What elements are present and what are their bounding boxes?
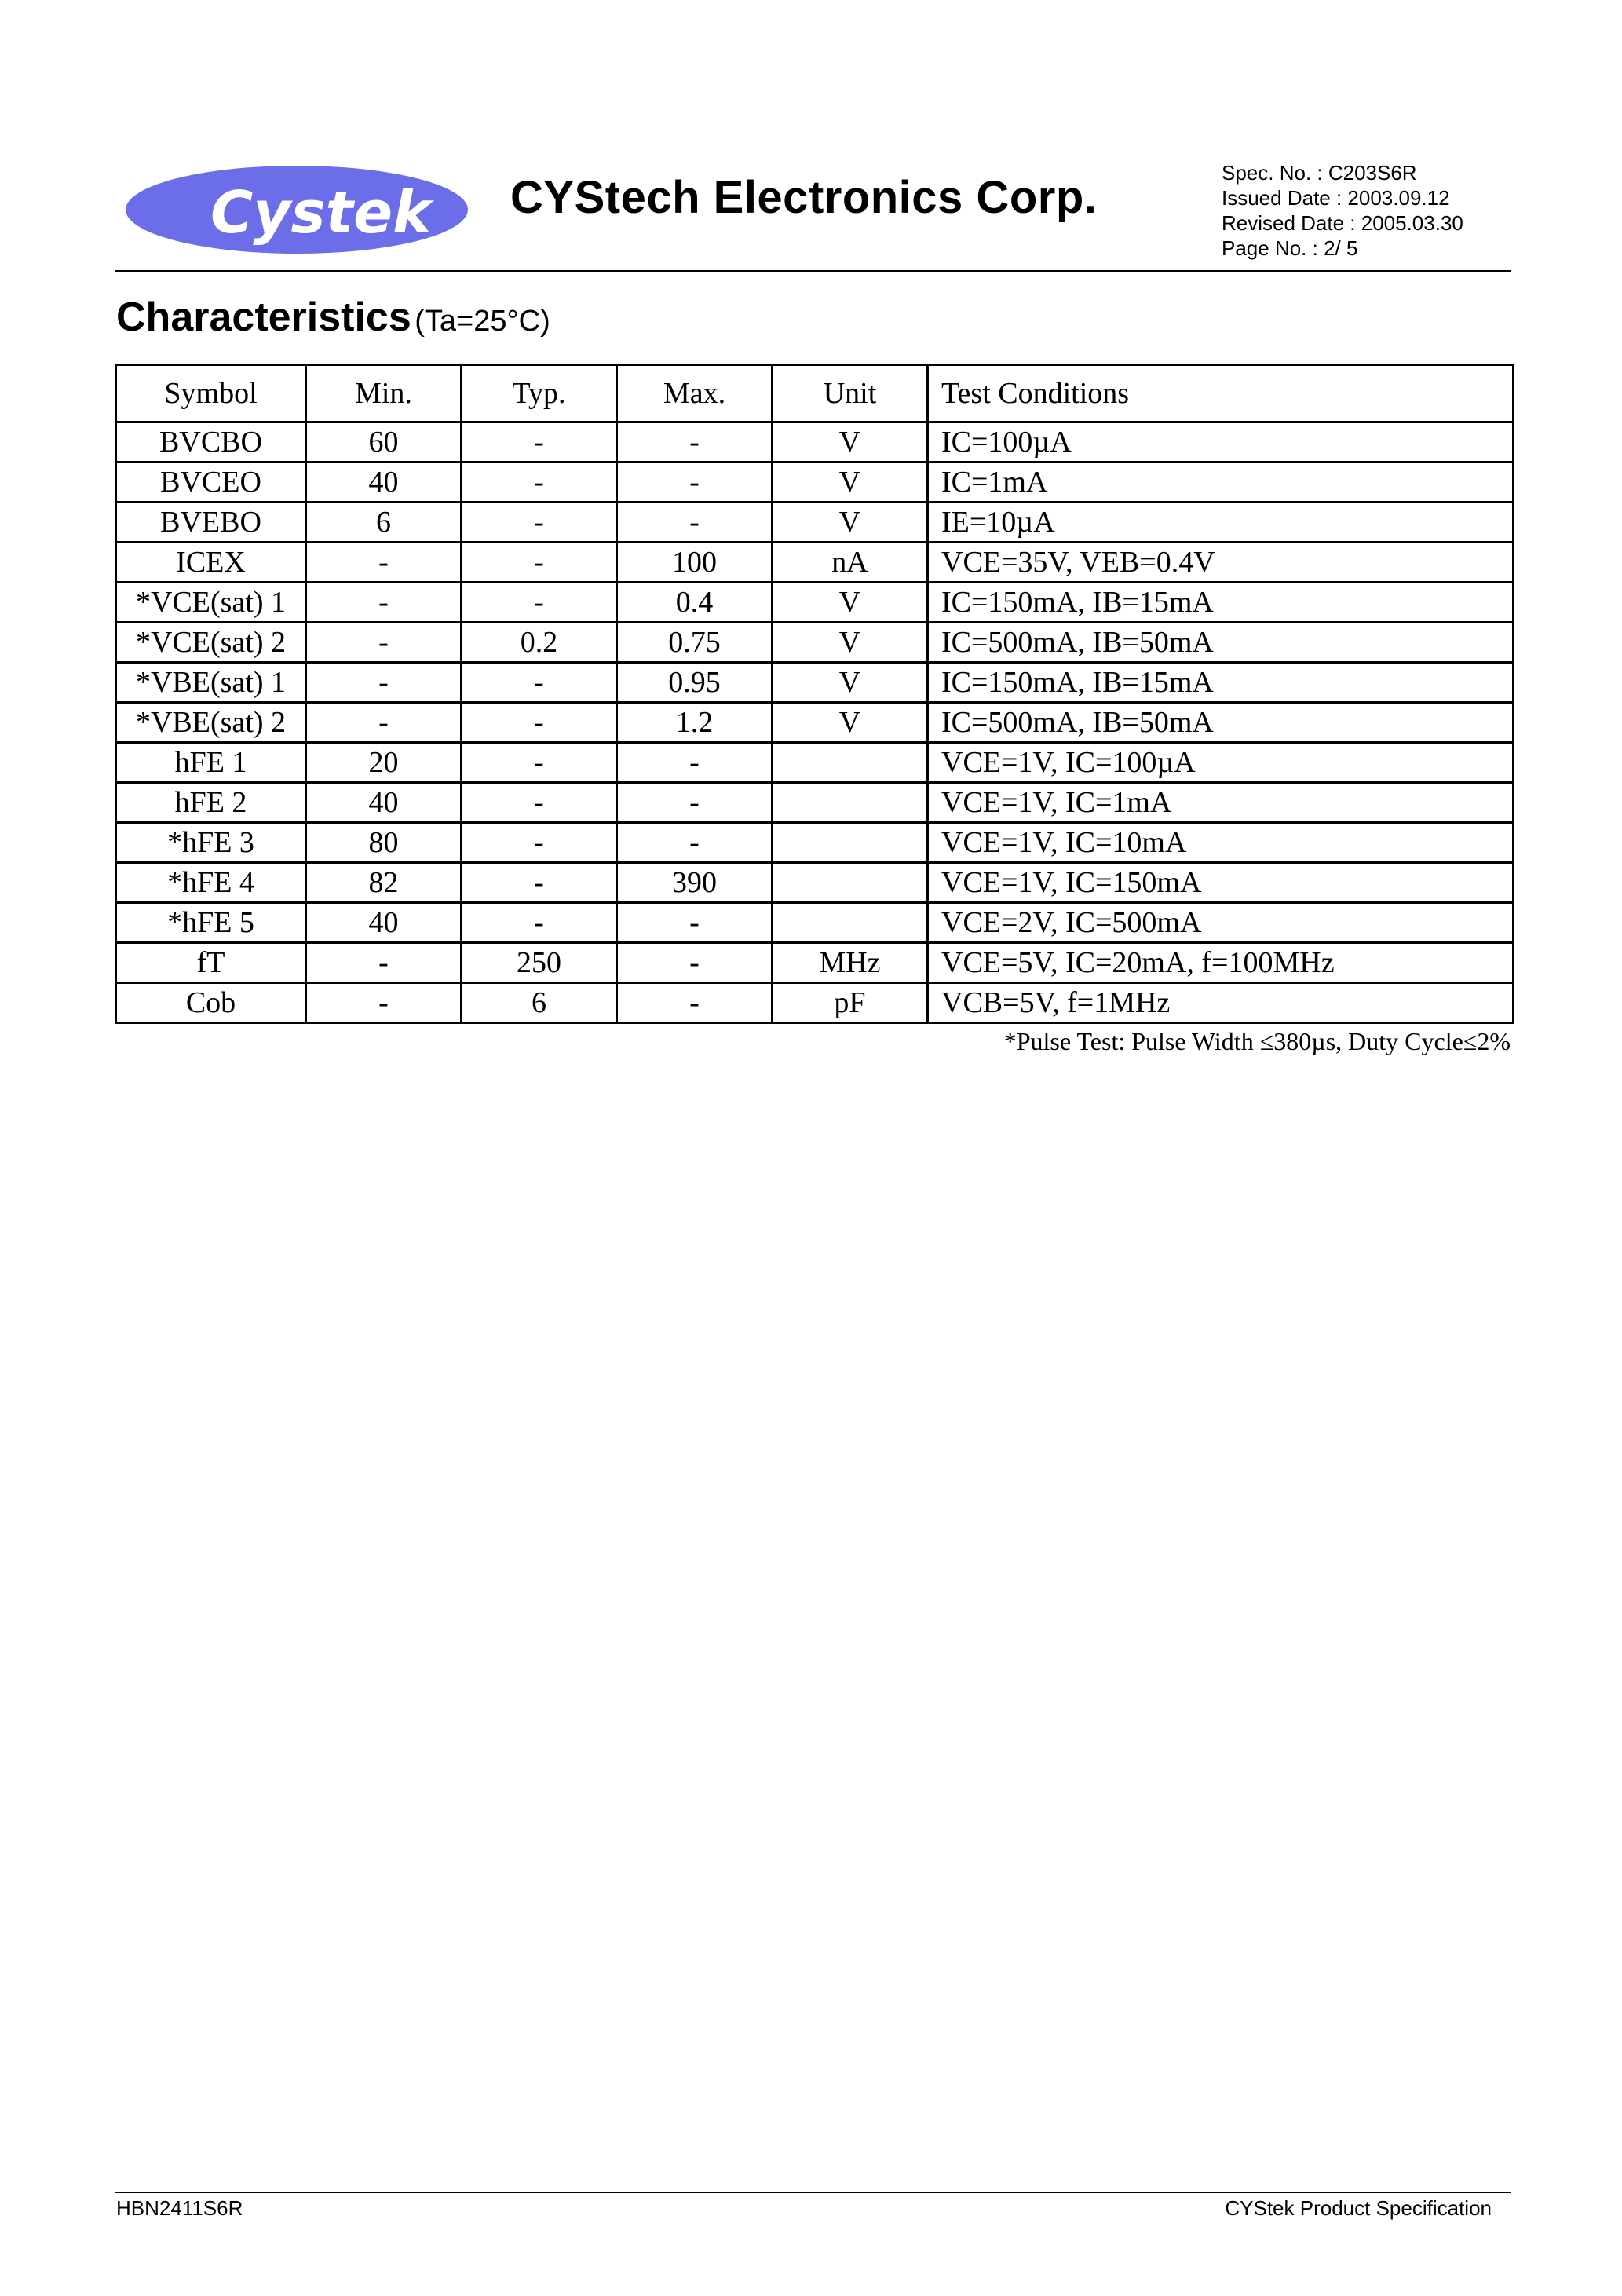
- cell-max: -: [617, 823, 773, 863]
- cell-cond: IC=1mA: [928, 462, 1514, 503]
- cell-typ: -: [462, 503, 617, 543]
- table-row: [116, 663, 1514, 703]
- cell-min: 80: [306, 823, 462, 863]
- revised-date: Revised Date : 2005.03.30: [1222, 211, 1463, 235]
- cell-max: 1.2: [617, 703, 773, 743]
- table-row: [116, 462, 1514, 503]
- cell-typ: 6: [462, 983, 617, 1023]
- cell-symbol: *VCE(sat) 1: [116, 583, 306, 623]
- cell-min: 40: [306, 783, 462, 823]
- header-max: Max.: [617, 365, 773, 422]
- header-test-conditions: Test Conditions: [928, 365, 1514, 422]
- cell-unit: V: [773, 623, 928, 663]
- cell-min: 20: [306, 743, 462, 783]
- page-number: Page No. : 2/ 5: [1222, 236, 1358, 260]
- cell-min: -: [306, 983, 462, 1023]
- cell-cond: IE=10µA: [928, 503, 1514, 543]
- header-min: Min.: [306, 365, 462, 422]
- cell-max: 390: [617, 863, 773, 903]
- cell-unit: pF: [773, 983, 928, 1023]
- cell-max: -: [617, 743, 773, 783]
- cell-cond: VCE=1V, IC=1mA: [928, 783, 1514, 823]
- cell-typ: -: [462, 703, 617, 743]
- cell-cond: VCE=5V, IC=20mA, f=100MHz: [928, 943, 1514, 983]
- cell-cond: IC=150mA, IB=15mA: [928, 583, 1514, 623]
- cell-min: 82: [306, 863, 462, 903]
- cell-typ: -: [462, 543, 617, 583]
- cell-min: 40: [306, 903, 462, 943]
- table-row: [116, 623, 1514, 663]
- table-row: [116, 583, 1514, 623]
- table-row: [116, 743, 1514, 783]
- footer-doc-id: HBN2411S6R: [116, 2196, 243, 2220]
- cell-typ: -: [462, 462, 617, 503]
- cell-unit: [773, 783, 928, 823]
- cell-max: -: [617, 903, 773, 943]
- cell-min: -: [306, 703, 462, 743]
- table-row: [116, 503, 1514, 543]
- company-logo: [124, 163, 469, 256]
- cell-typ: -: [462, 783, 617, 823]
- cell-unit: V: [773, 422, 928, 462]
- cell-unit: V: [773, 462, 928, 503]
- cell-cond: IC=150mA, IB=15mA: [928, 663, 1514, 703]
- characteristics-table: [115, 364, 1514, 1024]
- section-condition: (Ta=25°C): [415, 305, 550, 338]
- cell-max: 0.95: [617, 663, 773, 703]
- cell-cond: IC=100µA: [928, 422, 1514, 462]
- cell-symbol: hFE 1: [116, 743, 306, 783]
- cell-max: -: [617, 422, 773, 462]
- company-name: CYStech Electronics Corp.: [510, 172, 1098, 223]
- table-row: [116, 903, 1514, 943]
- cell-max: -: [617, 503, 773, 543]
- section-title: [116, 294, 550, 341]
- table-row: [116, 863, 1514, 903]
- cell-typ: -: [462, 743, 617, 783]
- cell-cond: VCB=5V, f=1MHz: [928, 983, 1514, 1023]
- table-row: [116, 783, 1514, 823]
- header-divider: [115, 270, 1511, 272]
- footer-divider: [115, 2192, 1511, 2193]
- cell-max: -: [617, 943, 773, 983]
- cell-typ: -: [462, 863, 617, 903]
- cell-min: -: [306, 623, 462, 663]
- section-title-text: Characteristics: [116, 294, 411, 340]
- cell-max: -: [617, 783, 773, 823]
- cell-unit: [773, 903, 928, 943]
- cell-symbol: *VBE(sat) 2: [116, 703, 306, 743]
- cell-typ: -: [462, 663, 617, 703]
- cell-symbol: BVCBO: [116, 422, 306, 462]
- cell-min: 40: [306, 462, 462, 503]
- cell-max: -: [617, 983, 773, 1023]
- cell-min: -: [306, 583, 462, 623]
- cell-typ: 0.2: [462, 623, 617, 663]
- cell-typ: -: [462, 823, 617, 863]
- cell-max: 0.75: [617, 623, 773, 663]
- cell-typ: -: [462, 422, 617, 462]
- issued-date: Issued Date : 2003.09.12: [1222, 186, 1450, 210]
- cell-unit: [773, 823, 928, 863]
- table-row: [116, 703, 1514, 743]
- spec-info: [1222, 160, 1463, 261]
- cell-cond: VCE=2V, IC=500mA: [928, 903, 1514, 943]
- spec-number: Spec. No. : C203S6R: [1222, 161, 1417, 185]
- table-header-row: [116, 365, 1514, 422]
- cell-min: 6: [306, 503, 462, 543]
- cell-cond: VCE=1V, IC=10mA: [928, 823, 1514, 863]
- cell-symbol: hFE 2: [116, 783, 306, 823]
- cell-min: -: [306, 543, 462, 583]
- cell-unit: V: [773, 503, 928, 543]
- footer-spec-label: CYStek Product Specification: [1225, 2196, 1492, 2220]
- cell-min: 60: [306, 422, 462, 462]
- cell-symbol: BVCEO: [116, 462, 306, 503]
- cell-min: -: [306, 663, 462, 703]
- cell-typ: -: [462, 903, 617, 943]
- cell-max: 0.4: [617, 583, 773, 623]
- cell-symbol: *hFE 3: [116, 823, 306, 863]
- cell-max: 100: [617, 543, 773, 583]
- cell-cond: IC=500mA, IB=50mA: [928, 623, 1514, 663]
- table-row: [116, 543, 1514, 583]
- cell-unit: V: [773, 663, 928, 703]
- cell-symbol: Cob: [116, 983, 306, 1023]
- pulse-test-note: *Pulse Test: Pulse Width ≤380µs, Duty Cycle≤2%: [1003, 1027, 1511, 1055]
- table-row: [116, 983, 1514, 1023]
- cell-max: -: [617, 462, 773, 503]
- header-typ: Typ.: [462, 365, 617, 422]
- cell-unit: V: [773, 703, 928, 743]
- cell-symbol: *VBE(sat) 1: [116, 663, 306, 703]
- cell-cond: IC=500mA, IB=50mA: [928, 703, 1514, 743]
- cell-symbol: *hFE 4: [116, 863, 306, 903]
- cell-unit: nA: [773, 543, 928, 583]
- cell-symbol: fT: [116, 943, 306, 983]
- cell-symbol: *hFE 5: [116, 903, 306, 943]
- cell-cond: VCE=1V, IC=100µA: [928, 743, 1514, 783]
- cell-unit: V: [773, 583, 928, 623]
- cell-typ: -: [462, 583, 617, 623]
- cell-unit: [773, 863, 928, 903]
- table-row: [116, 943, 1514, 983]
- cell-typ: 250: [462, 943, 617, 983]
- cell-symbol: ICEX: [116, 543, 306, 583]
- table-row: [116, 422, 1514, 462]
- header-unit: Unit: [773, 365, 928, 422]
- cell-unit: MHz: [773, 943, 928, 983]
- logo-text: Cystek: [210, 179, 432, 247]
- table-row: [116, 823, 1514, 863]
- header-symbol: Symbol: [116, 365, 306, 422]
- cell-symbol: *VCE(sat) 2: [116, 623, 306, 663]
- cell-symbol: BVEBO: [116, 503, 306, 543]
- cell-min: -: [306, 943, 462, 983]
- cell-cond: VCE=1V, IC=150mA: [928, 863, 1514, 903]
- cell-unit: [773, 743, 928, 783]
- cell-cond: VCE=35V, VEB=0.4V: [928, 543, 1514, 583]
